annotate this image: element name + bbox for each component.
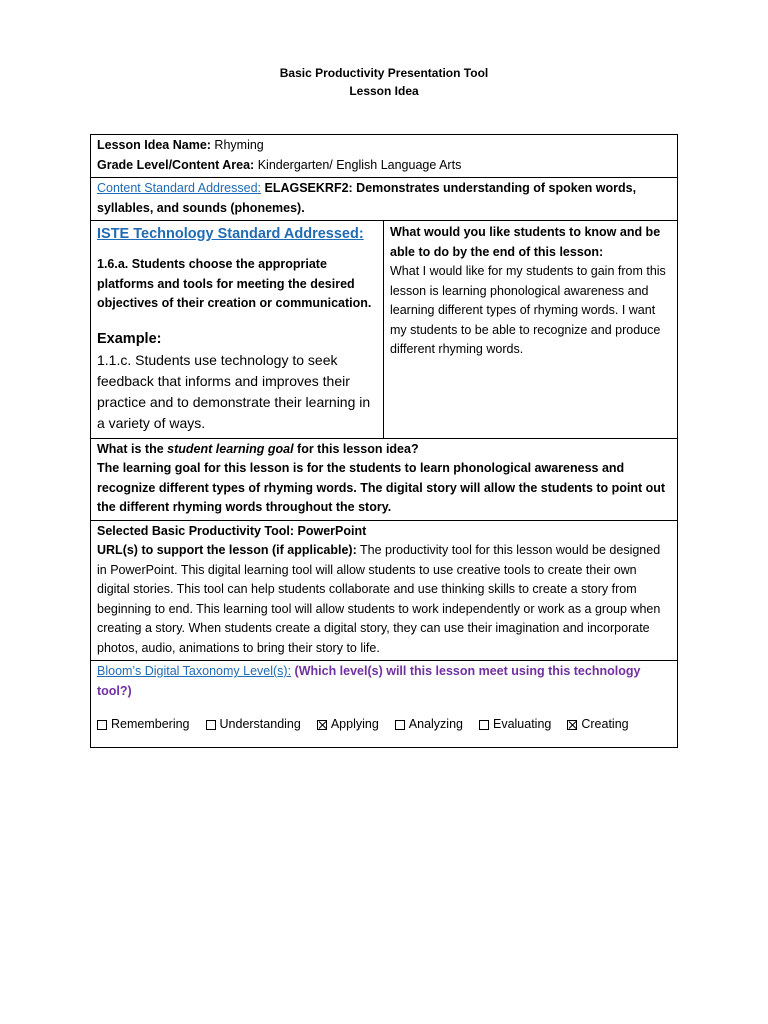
content-standard-link[interactable]: Content Standard Addressed: [97,181,262,195]
tool-description: The productivity tool for this lesson would be designed in PowerPoint. This digital learning tool will allow students to use creative tools to create their own digital stories. This tool can help students collaborate and use thinking skills to create a story from beginning to end. This learning tool will allow students to work independently or work as a group when creating a story. When students create a digital story, they can use their imagination and incorporate photos, audio, animations to bring their story to life. [97,543,661,655]
learning-goal-row [91,439,677,521]
example-text: 1.1.c. Students use technology to seek feedback that informs and improves their practice and to demonstrate their learning in a variety of ways. [97,351,371,431]
blooms-row [91,661,677,747]
checkbox-icon[interactable] [206,720,216,730]
document-title [0,64,768,100]
content-standard-row [91,178,677,221]
learning-goal-answer: The learning goal for this lesson is for the students to learn phonological awareness and recognize different types of rhyming words. The digital story will allow the students to point out the different rhyming words throughout the story. [97,461,666,514]
checkbox-icon[interactable] [97,720,107,730]
grade-level-label: Grade Level/Content Area: [97,157,255,172]
title-line: Basic Productivity Presentation Tool [279,66,489,80]
blooms-level-label: Evaluating [492,717,552,731]
checkbox-icon[interactable] [479,720,489,730]
checkbox-checked-icon[interactable] [317,720,327,730]
blooms-level-understanding[interactable] [206,715,301,735]
blooms-taxonomy-link[interactable]: Bloom’s Digital Taxonomy Level(s): [97,664,292,678]
example-heading: Example: [97,330,162,347]
blooms-level-label: Applying [330,717,379,731]
lesson-info-row [91,135,677,178]
objectives-cell [384,221,677,438]
blooms-question: (Which level(s) will this lesson meet using this technology tool?) [97,664,641,698]
tool-row [91,521,677,662]
lesson-table [90,134,678,748]
blooms-levels [97,715,671,735]
content-standard-value: ELAGSEKRF2: Demonstrates understanding of spoken words, syllables, and sounds (phonemes). [97,181,637,215]
blooms-level-remembering[interactable] [97,715,190,735]
lesson-name-label: Lesson Idea Name: [97,138,211,152]
blooms-level-applying[interactable] [317,715,379,735]
tool-description-block [97,541,671,658]
grade-level-value: Kindergarten/ English Language Arts [257,157,462,172]
blooms-level-label: Remembering [111,717,190,731]
learning-goal-q-prefix: What is the [97,441,168,456]
objectives-answer: What I would like for my students to gain from this lesson is learning phonological awareness and learning different types of rhyming words. I want my students to be able to recognize and produce different rhyming words. [390,264,666,356]
blooms-level-label: Understanding [219,717,301,731]
learning-goal-question [97,440,671,460]
iste-standard-text: 1.6.a. Students choose the appropriate platforms and tools for meeting the desired objectives of their creation or communication. [97,257,372,310]
subtitle-line: Lesson Idea [349,84,419,98]
blooms-level-analyzing[interactable] [395,715,463,735]
selected-tool-label: Selected Basic Productivity Tool: PowerPoint [97,523,367,538]
checkbox-icon[interactable] [395,720,405,730]
grade-level-line [97,156,671,176]
blooms-level-label: Analyzing [408,717,463,731]
url-label: URL(s) to support the lesson (if applicable): [97,543,357,557]
learning-goal-q-emphasis: student learning goal [167,441,294,456]
iste-cell [91,221,384,438]
lesson-name-value: Rhyming [214,138,264,152]
blooms-level-evaluating[interactable] [479,715,551,735]
blooms-heading [97,662,671,701]
lesson-name-line [97,136,671,156]
iste-heading-link[interactable]: ISTE Technology Standard Addressed: [97,226,364,242]
objectives-question: What would you like students to know and be able to do by the end of this lesson: [390,225,661,259]
blooms-level-creating[interactable] [567,715,628,735]
standards-split-row [91,221,677,439]
learning-goal-q-suffix: for this lesson idea? [293,441,419,456]
checkbox-checked-icon[interactable] [567,720,577,730]
blooms-level-label: Creating [581,717,629,731]
